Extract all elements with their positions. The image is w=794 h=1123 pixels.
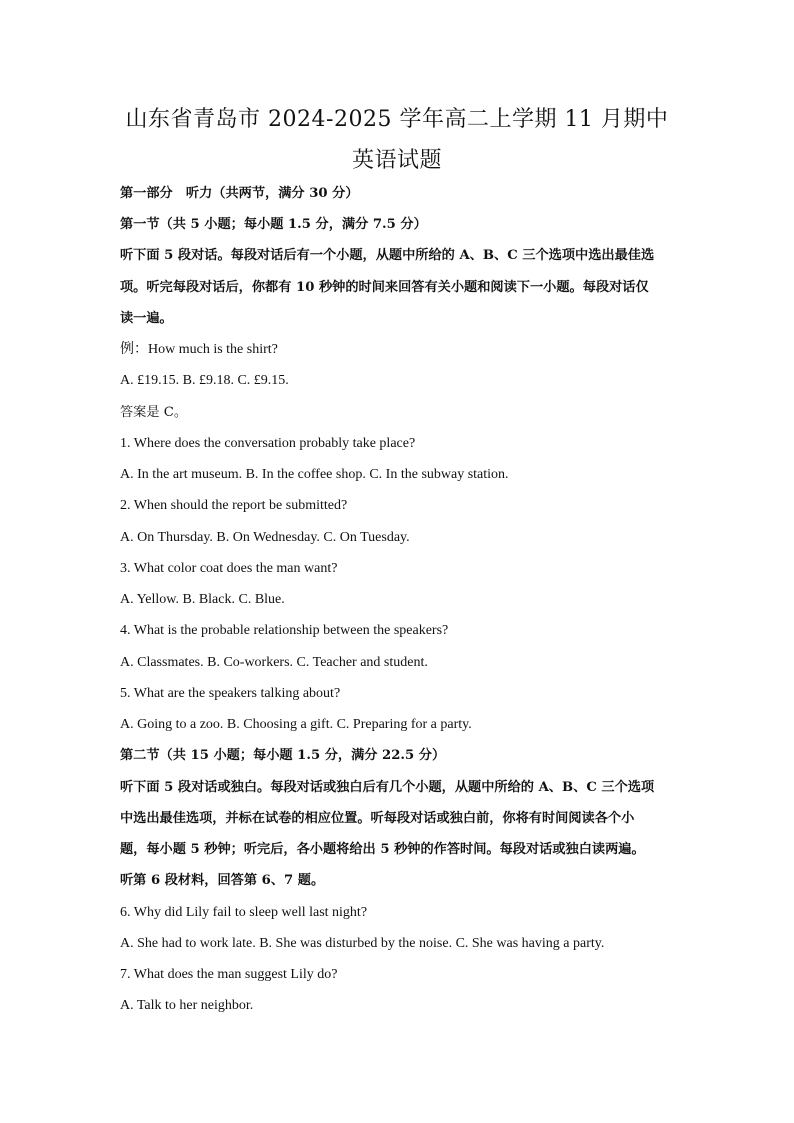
exam-title: 山东省青岛市 2024-2025 学年高二上学期 11 月期中 — [125, 107, 669, 132]
question-5-options: A. Going to a zoo. B. Choosing a gift. C. Preparing for a party. — [120, 717, 472, 732]
section1-instruction-line: 读一遍。 — [120, 311, 173, 326]
section2-instruction-line: 中选出最佳选项，并标在试卷的相应位置。听每段对话或独白前，你将有时间阅读各个小 — [120, 811, 635, 826]
material-6-heading: 听第 6 段材料，回答第 6、7 题。 — [120, 873, 325, 888]
question-4-options: A. Classmates. B. Co-workers. C. Teacher and student. — [120, 655, 428, 670]
section2-heading: 第二节（共 15 小题；每小题 1.5 分，满分 22.5 分） — [120, 748, 446, 763]
example-question: 例：How much is the shirt? — [120, 342, 278, 357]
question-6: 6. Why did Lily fail to sleep well last night? — [120, 905, 368, 920]
question-2-options: A. On Thursday. B. On Wednesday. C. On Tuesday. — [120, 530, 410, 545]
question-7-options: A. Talk to her neighbor. — [120, 998, 254, 1013]
question-1-options: A. In the art museum. B. In the coffee shop. C. In the subway station. — [120, 467, 509, 482]
section1-instruction-line: 听下面 5 段对话。每段对话后有一个小题，从题中所给的 A、B、C 三个选项中选出最佳选 — [120, 248, 655, 263]
section1-instruction-line: 项。听完每段对话后，你都有 10 秒钟的时间来回答有关小题和阅读下一小题。每段对话仅 — [120, 280, 649, 295]
question-3: 3. What color coat does the man want? — [120, 561, 338, 576]
question-6-options: A. She had to work late. B. She was disturbed by the noise. C. She was having a party. — [120, 936, 605, 951]
part1-heading: 第一部分 听力（共两节，满分 30 分） — [120, 186, 359, 201]
question-1: 1. Where does the conversation probably take place? — [120, 436, 416, 451]
question-7: 7. What does the man suggest Lily do? — [120, 967, 338, 982]
section2-instruction-line: 听下面 5 段对话或独白。每段对话或独白后有几个小题，从题中所给的 A、B、C 三个选项 — [120, 780, 655, 795]
question-3-options: A. Yellow. B. Black. C. Blue. — [120, 592, 285, 607]
question-2: 2. When should the report be submitted? — [120, 498, 348, 513]
question-5: 5. What are the speakers talking about? — [120, 686, 341, 701]
exam-subtitle: 英语试题 — [351, 148, 442, 173]
section2-instruction-line: 题，每小题 5 秒钟；听完后，各小题将给出 5 秒钟的作答时间。每段对话或独白读两遍。 — [120, 842, 645, 857]
question-4: 4. What is the probable relationship between the speakers? — [120, 623, 449, 638]
example-options: A. £19.15. B. £9.18. C. £9.15. — [120, 373, 289, 388]
section1-heading: 第一节（共 5 小题；每小题 1.5 分，满分 7.5 分） — [120, 217, 427, 232]
example-answer: 答案是 C。 — [120, 405, 188, 420]
